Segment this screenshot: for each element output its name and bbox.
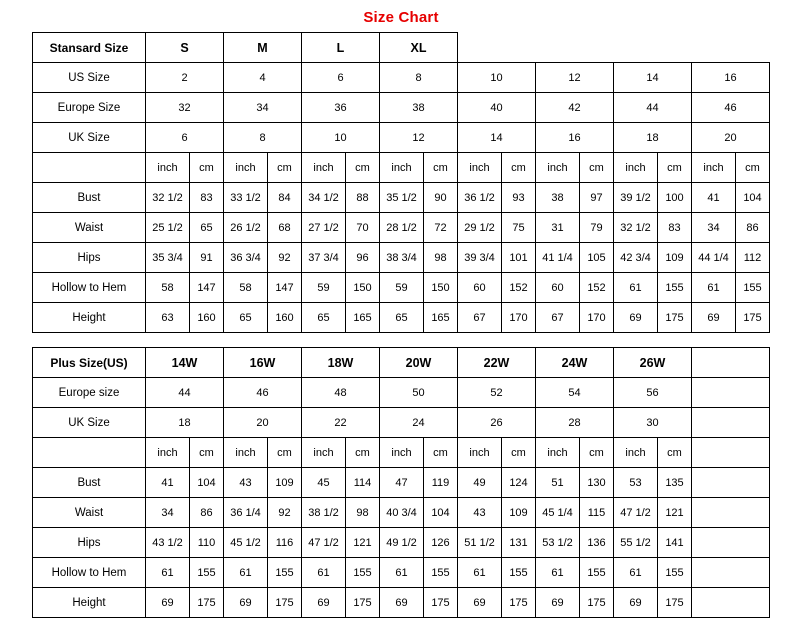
measurement-value: 75 xyxy=(502,213,536,243)
measurement-value: 175 xyxy=(268,588,302,618)
measurement-label: Waist xyxy=(33,498,146,528)
measurement-value: 69 xyxy=(692,303,736,333)
cell-value: 36 xyxy=(302,93,380,123)
cell-value: 4 xyxy=(224,63,302,93)
cell-value: 14 xyxy=(458,123,536,153)
measurement-value: 61 xyxy=(146,558,190,588)
plus-size-table xyxy=(32,347,770,618)
measurement-value: 152 xyxy=(580,273,614,303)
measurement-value: 69 xyxy=(614,303,658,333)
measurement-value: 69 xyxy=(458,588,502,618)
measurement-value: 121 xyxy=(346,528,380,558)
unit-label: cm xyxy=(502,438,536,468)
unit-label: cm xyxy=(346,153,380,183)
measurement-value: 49 xyxy=(458,468,502,498)
unit-row-label xyxy=(33,438,146,468)
measurement-value: 61 xyxy=(614,273,658,303)
group-header-22w: 22W xyxy=(458,348,536,378)
measurement-value: 101 xyxy=(502,243,536,273)
measurement-value: 29 1/2 xyxy=(458,213,502,243)
measurement-value: 33 1/2 xyxy=(224,183,268,213)
measurement-value: 41 xyxy=(692,183,736,213)
unit-label: inch xyxy=(302,153,346,183)
measurement-value: 43 xyxy=(458,498,502,528)
measurement-row xyxy=(33,588,770,618)
unit-label: inch xyxy=(224,438,268,468)
measurement-value: 61 xyxy=(614,558,658,588)
measurement-row xyxy=(33,183,770,213)
measurement-value: 147 xyxy=(268,273,302,303)
measurement-value: 60 xyxy=(458,273,502,303)
cell-value: 14 xyxy=(614,63,692,93)
measurement-value: 51 xyxy=(536,468,580,498)
measurement-value: 119 xyxy=(424,468,458,498)
cell-value: 26 xyxy=(458,408,536,438)
measurement-label: Hips xyxy=(33,243,146,273)
measurement-value: 61 xyxy=(224,558,268,588)
measurement-value: 155 xyxy=(424,558,458,588)
measurement-row xyxy=(33,498,770,528)
measurement-value: 150 xyxy=(346,273,380,303)
measurement-value: 155 xyxy=(658,273,692,303)
measurement-value: 175 xyxy=(502,588,536,618)
measurement-value: 43 1/2 xyxy=(146,528,190,558)
unit-label: cm xyxy=(190,438,224,468)
row-label: Europe size xyxy=(33,378,146,408)
table-corner-label: Plus Size(US) xyxy=(33,348,146,378)
measurement-value: 88 xyxy=(346,183,380,213)
measurement-value: 150 xyxy=(424,273,458,303)
measurement-row xyxy=(33,273,770,303)
group-header-20w: 20W xyxy=(380,348,458,378)
measurement-value: 32 1/2 xyxy=(614,213,658,243)
unit-label: cm xyxy=(658,438,692,468)
cell-value: 18 xyxy=(146,408,224,438)
measurement-value: 60 xyxy=(536,273,580,303)
measurement-value: 104 xyxy=(190,468,224,498)
group-header-l: L xyxy=(302,33,380,63)
unit-label: cm xyxy=(268,153,302,183)
measurement-value: 49 1/2 xyxy=(380,528,424,558)
cell-value: 40 xyxy=(458,93,536,123)
measurement-value: 65 xyxy=(380,303,424,333)
table-filler-cell xyxy=(692,588,770,618)
unit-label: cm xyxy=(346,438,380,468)
measurement-value: 28 1/2 xyxy=(380,213,424,243)
unit-label: cm xyxy=(580,153,614,183)
cell-value: 44 xyxy=(614,93,692,123)
measurement-value: 100 xyxy=(658,183,692,213)
measurement-value: 83 xyxy=(658,213,692,243)
unit-label: inch xyxy=(380,438,424,468)
measurement-value: 59 xyxy=(302,273,346,303)
unit-label: inch xyxy=(224,153,268,183)
unit-label: inch xyxy=(692,153,736,183)
table-filler-cell xyxy=(692,468,770,498)
group-header-14w: 14W xyxy=(146,348,224,378)
measurement-value: 155 xyxy=(346,558,380,588)
measurement-value: 69 xyxy=(536,588,580,618)
measurement-value: 43 xyxy=(224,468,268,498)
row-label: Europe Size xyxy=(33,93,146,123)
unit-label: inch xyxy=(536,438,580,468)
measurement-row xyxy=(33,243,770,273)
measurement-value: 35 1/2 xyxy=(380,183,424,213)
measurement-value: 165 xyxy=(424,303,458,333)
measurement-value: 69 xyxy=(146,588,190,618)
measurement-value: 165 xyxy=(346,303,380,333)
measurement-value: 25 1/2 xyxy=(146,213,190,243)
measurement-value: 98 xyxy=(424,243,458,273)
measurement-value: 96 xyxy=(346,243,380,273)
measurement-value: 170 xyxy=(580,303,614,333)
table-filler-cell xyxy=(692,558,770,588)
unit-label: inch xyxy=(146,153,190,183)
table-gap xyxy=(0,333,802,347)
cell-value: 8 xyxy=(224,123,302,153)
measurement-value: 35 3/4 xyxy=(146,243,190,273)
cell-value: 54 xyxy=(536,378,614,408)
measurement-value: 72 xyxy=(424,213,458,243)
measurement-value: 53 1/2 xyxy=(536,528,580,558)
cell-value: 46 xyxy=(692,93,770,123)
measurement-value: 124 xyxy=(502,468,536,498)
measurement-value: 47 1/2 xyxy=(302,528,346,558)
measurement-value: 34 xyxy=(146,498,190,528)
cell-value: 34 xyxy=(224,93,302,123)
measurement-label: Height xyxy=(33,588,146,618)
cell-value: 6 xyxy=(146,123,224,153)
measurement-value: 55 1/2 xyxy=(614,528,658,558)
measurement-value: 141 xyxy=(658,528,692,558)
cell-value: 42 xyxy=(536,93,614,123)
measurement-value: 175 xyxy=(736,303,770,333)
unit-label: inch xyxy=(146,438,190,468)
measurement-value: 131 xyxy=(502,528,536,558)
measurement-value: 45 1/2 xyxy=(224,528,268,558)
measurement-value: 147 xyxy=(190,273,224,303)
measurement-value: 175 xyxy=(658,588,692,618)
measurement-value: 37 3/4 xyxy=(302,243,346,273)
measurement-value: 160 xyxy=(190,303,224,333)
measurement-value: 34 1/2 xyxy=(302,183,346,213)
unit-label: cm xyxy=(502,153,536,183)
measurement-value: 39 3/4 xyxy=(458,243,502,273)
measurement-row xyxy=(33,558,770,588)
table-header-row xyxy=(33,33,770,63)
cell-value: 20 xyxy=(224,408,302,438)
table-filler-cell xyxy=(692,378,770,408)
group-header-16w: 16W xyxy=(224,348,302,378)
unit-label: cm xyxy=(190,153,224,183)
measurement-row xyxy=(33,468,770,498)
measurement-value: 61 xyxy=(536,558,580,588)
group-header-s: S xyxy=(146,33,224,63)
measurement-label: Bust xyxy=(33,183,146,213)
measurement-label: Waist xyxy=(33,213,146,243)
cell-value: 12 xyxy=(380,123,458,153)
measurement-value: 61 xyxy=(458,558,502,588)
table-row xyxy=(33,378,770,408)
plus-size-table-wrapper xyxy=(0,347,802,618)
cell-value: 6 xyxy=(302,63,380,93)
table-filler-cell xyxy=(692,348,770,378)
measurement-value: 98 xyxy=(346,498,380,528)
cell-value: 50 xyxy=(380,378,458,408)
measurement-value: 65 xyxy=(302,303,346,333)
measurement-value: 109 xyxy=(658,243,692,273)
measurement-value: 152 xyxy=(502,273,536,303)
measurement-value: 91 xyxy=(190,243,224,273)
measurement-value: 83 xyxy=(190,183,224,213)
cell-value: 2 xyxy=(146,63,224,93)
measurement-value: 34 xyxy=(692,213,736,243)
measurement-value: 68 xyxy=(268,213,302,243)
measurement-value: 38 xyxy=(536,183,580,213)
measurement-value: 69 xyxy=(614,588,658,618)
unit-label: inch xyxy=(458,438,502,468)
measurement-value: 170 xyxy=(502,303,536,333)
measurement-label: Height xyxy=(33,303,146,333)
row-label: UK Size xyxy=(33,123,146,153)
measurement-value: 175 xyxy=(580,588,614,618)
measurement-value: 105 xyxy=(580,243,614,273)
group-header-xl: XL xyxy=(380,33,458,63)
measurement-value: 44 1/4 xyxy=(692,243,736,273)
measurement-value: 36 1/2 xyxy=(458,183,502,213)
measurement-value: 38 1/2 xyxy=(302,498,346,528)
table-filler-cell xyxy=(692,408,770,438)
measurement-value: 112 xyxy=(736,243,770,273)
cell-value: 8 xyxy=(380,63,458,93)
row-label: US Size xyxy=(33,63,146,93)
unit-label: cm xyxy=(268,438,302,468)
measurement-value: 41 1/4 xyxy=(536,243,580,273)
measurement-value: 67 xyxy=(458,303,502,333)
measurement-value: 116 xyxy=(268,528,302,558)
group-header-24w: 24W xyxy=(536,348,614,378)
measurement-value: 61 xyxy=(380,558,424,588)
measurement-value: 69 xyxy=(380,588,424,618)
measurement-value: 92 xyxy=(268,498,302,528)
cell-value: 10 xyxy=(302,123,380,153)
standard-size-table xyxy=(32,32,770,333)
cell-value: 10 xyxy=(458,63,536,93)
table-header-row xyxy=(33,348,770,378)
measurement-value: 86 xyxy=(736,213,770,243)
measurement-value: 135 xyxy=(658,468,692,498)
measurement-value: 41 xyxy=(146,468,190,498)
measurement-value: 36 3/4 xyxy=(224,243,268,273)
cell-value: 20 xyxy=(692,123,770,153)
measurement-value: 79 xyxy=(580,213,614,243)
measurement-value: 58 xyxy=(224,273,268,303)
unit-label: cm xyxy=(658,153,692,183)
measurement-value: 53 xyxy=(614,468,658,498)
measurement-value: 38 3/4 xyxy=(380,243,424,273)
measurement-row xyxy=(33,213,770,243)
measurement-value: 90 xyxy=(424,183,458,213)
cell-value: 46 xyxy=(224,378,302,408)
measurement-value: 61 xyxy=(302,558,346,588)
measurement-value: 26 1/2 xyxy=(224,213,268,243)
measurement-value: 175 xyxy=(190,588,224,618)
measurement-value: 31 xyxy=(536,213,580,243)
measurement-value: 104 xyxy=(424,498,458,528)
measurement-value: 121 xyxy=(658,498,692,528)
measurement-value: 126 xyxy=(424,528,458,558)
standard-size-table-wrapper xyxy=(0,32,802,333)
measurement-value: 175 xyxy=(658,303,692,333)
measurement-label: Hips xyxy=(33,528,146,558)
unit-label: inch xyxy=(302,438,346,468)
cell-value: 16 xyxy=(692,63,770,93)
measurement-row xyxy=(33,303,770,333)
measurement-value: 155 xyxy=(502,558,536,588)
measurement-value: 114 xyxy=(346,468,380,498)
unit-row xyxy=(33,438,770,468)
measurement-value: 110 xyxy=(190,528,224,558)
measurement-value: 51 1/2 xyxy=(458,528,502,558)
unit-label: cm xyxy=(736,153,770,183)
unit-label: inch xyxy=(614,153,658,183)
table-filler-cell xyxy=(692,498,770,528)
measurement-value: 69 xyxy=(224,588,268,618)
table-row xyxy=(33,408,770,438)
measurement-value: 84 xyxy=(268,183,302,213)
cell-value: 28 xyxy=(536,408,614,438)
cell-value: 56 xyxy=(614,378,692,408)
measurement-label: Hollow to Hem xyxy=(33,273,146,303)
measurement-value: 155 xyxy=(658,558,692,588)
measurement-value: 93 xyxy=(502,183,536,213)
measurement-value: 67 xyxy=(536,303,580,333)
cell-value: 38 xyxy=(380,93,458,123)
measurement-value: 45 xyxy=(302,468,346,498)
table-corner-label: Stansard Size xyxy=(33,33,146,63)
cell-value: 52 xyxy=(458,378,536,408)
measurement-value: 61 xyxy=(692,273,736,303)
measurement-value: 86 xyxy=(190,498,224,528)
cell-value: 12 xyxy=(536,63,614,93)
table-row xyxy=(33,93,770,123)
group-header-m: M xyxy=(224,33,302,63)
cell-value: 18 xyxy=(614,123,692,153)
measurement-value: 155 xyxy=(580,558,614,588)
measurement-label: Hollow to Hem xyxy=(33,558,146,588)
unit-label: inch xyxy=(536,153,580,183)
unit-label: inch xyxy=(380,153,424,183)
measurement-value: 160 xyxy=(268,303,302,333)
measurement-value: 27 1/2 xyxy=(302,213,346,243)
measurement-value: 39 1/2 xyxy=(614,183,658,213)
measurement-value: 69 xyxy=(302,588,346,618)
measurement-value: 32 1/2 xyxy=(146,183,190,213)
measurement-value: 109 xyxy=(502,498,536,528)
measurement-label: Bust xyxy=(33,468,146,498)
measurement-value: 65 xyxy=(190,213,224,243)
measurement-value: 104 xyxy=(736,183,770,213)
unit-label: cm xyxy=(580,438,614,468)
measurement-value: 70 xyxy=(346,213,380,243)
cell-value: 24 xyxy=(380,408,458,438)
measurement-value: 45 1/4 xyxy=(536,498,580,528)
measurement-value: 115 xyxy=(580,498,614,528)
measurement-value: 136 xyxy=(580,528,614,558)
unit-row xyxy=(33,153,770,183)
unit-label: inch xyxy=(614,438,658,468)
measurement-value: 155 xyxy=(268,558,302,588)
measurement-value: 63 xyxy=(146,303,190,333)
measurement-value: 175 xyxy=(346,588,380,618)
measurement-value: 97 xyxy=(580,183,614,213)
row-label: UK Size xyxy=(33,408,146,438)
cell-value: 32 xyxy=(146,93,224,123)
measurement-value: 36 1/4 xyxy=(224,498,268,528)
cell-value: 22 xyxy=(302,408,380,438)
measurement-value: 130 xyxy=(580,468,614,498)
unit-row-label xyxy=(33,153,146,183)
measurement-value: 175 xyxy=(424,588,458,618)
measurement-value: 42 3/4 xyxy=(614,243,658,273)
page-title: Size Chart xyxy=(363,9,439,26)
measurement-value: 65 xyxy=(224,303,268,333)
table-row xyxy=(33,63,770,93)
unit-label: cm xyxy=(424,153,458,183)
measurement-value: 92 xyxy=(268,243,302,273)
measurement-value: 109 xyxy=(268,468,302,498)
group-header-26w: 26W xyxy=(614,348,692,378)
measurement-row xyxy=(33,528,770,558)
group-header-18w: 18W xyxy=(302,348,380,378)
measurement-value: 47 xyxy=(380,468,424,498)
cell-value: 44 xyxy=(146,378,224,408)
measurement-value: 40 3/4 xyxy=(380,498,424,528)
cell-value: 16 xyxy=(536,123,614,153)
unit-label: cm xyxy=(424,438,458,468)
unit-label: inch xyxy=(458,153,502,183)
measurement-value: 155 xyxy=(736,273,770,303)
measurement-value: 47 1/2 xyxy=(614,498,658,528)
cell-value: 48 xyxy=(302,378,380,408)
measurement-value: 59 xyxy=(380,273,424,303)
table-filler-cell xyxy=(692,528,770,558)
measurement-value: 155 xyxy=(190,558,224,588)
cell-value: 30 xyxy=(614,408,692,438)
table-filler-cell xyxy=(692,438,770,468)
table-row xyxy=(33,123,770,153)
measurement-value: 58 xyxy=(146,273,190,303)
